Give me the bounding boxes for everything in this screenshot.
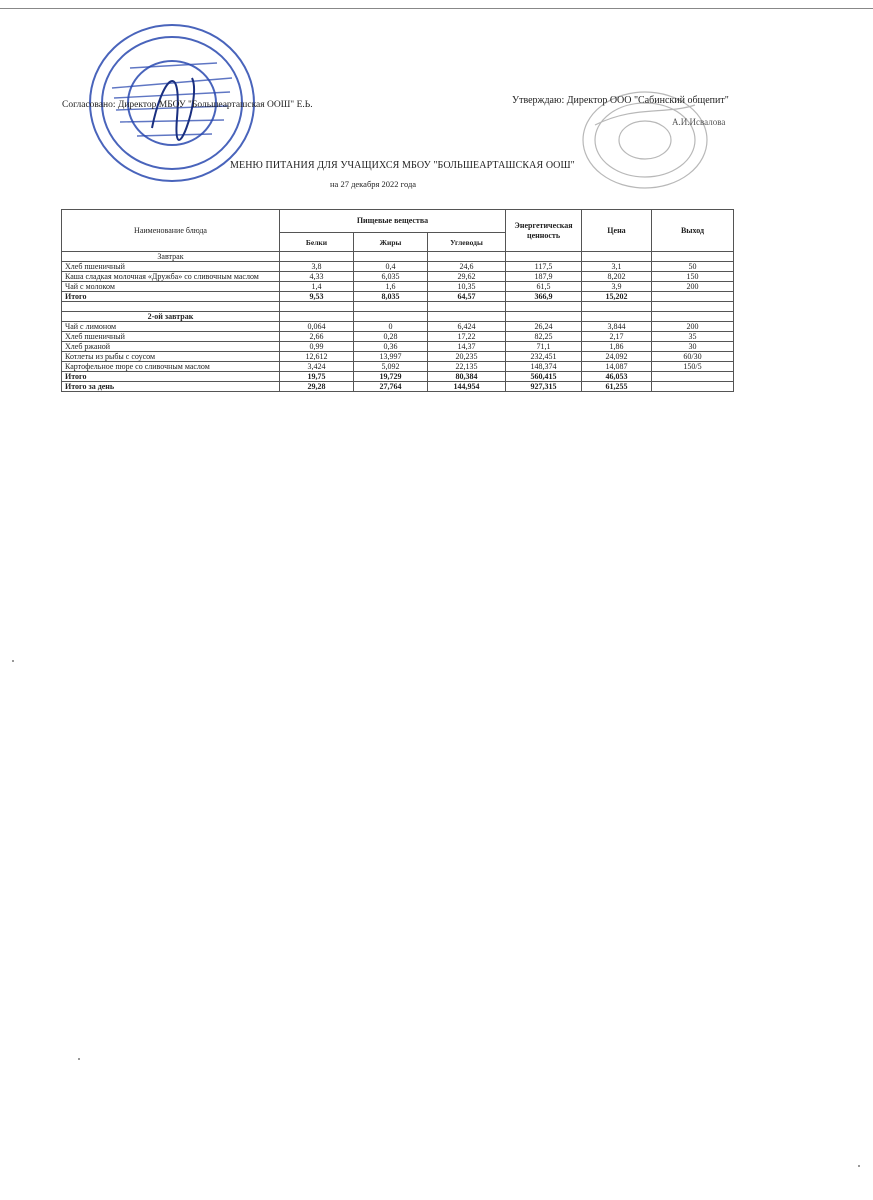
director-name: А.И.Исвалова: [672, 117, 726, 127]
energy-total: 366,9: [506, 292, 582, 302]
col-price-header: Цена: [582, 210, 652, 252]
agreed-by-line: Согласовано: Директор МБОУ "Большеарташская ООШ" Е.Ь.: [62, 100, 313, 110]
col-protein-header: Белки: [280, 233, 354, 252]
total-row-breakfast: [62, 292, 734, 302]
dish-name: Чай с лимоном: [62, 322, 280, 332]
dish-name: Хлеб пшеничный: [62, 262, 280, 272]
section-label: Завтрак: [62, 252, 280, 262]
energy-value: 26,24: [506, 322, 582, 332]
protein-value: 0,064: [280, 322, 354, 332]
yield-value: 150: [652, 272, 734, 282]
total-row-second-breakfast: [62, 372, 734, 382]
energy-value: 187,9: [506, 272, 582, 282]
scan-speck: [858, 1165, 860, 1167]
energy-total: 560,415: [506, 372, 582, 382]
day-total-label: Итого за день: [62, 382, 280, 392]
yield-value: 150/5: [652, 362, 734, 372]
energy-value: 148,374: [506, 362, 582, 372]
scan-speck: [12, 660, 14, 662]
dish-name: Котлеты из рыбы с соусом: [62, 352, 280, 362]
price-value: 1,86: [582, 342, 652, 352]
carbs-value: 10,35: [428, 282, 506, 292]
section-label: 2-ой завтрак: [62, 312, 280, 322]
protein-value: 4,33: [280, 272, 354, 282]
energy-value: 117,5: [506, 262, 582, 272]
protein-day-total: 29,28: [280, 382, 354, 392]
dish-name: Каша сладкая молочная «Дружба» со сливочным маслом: [62, 272, 280, 282]
fat-day-total: 27,764: [354, 382, 428, 392]
energy-value: 232,451: [506, 352, 582, 362]
fat-value: 1,6: [354, 282, 428, 292]
col-energy-header: Энергетическая ценность: [506, 210, 582, 252]
fat-value: 0,28: [354, 332, 428, 342]
price-value: 24,092: [582, 352, 652, 362]
price-total: 46,053: [582, 372, 652, 382]
yield-value: 30: [652, 342, 734, 352]
section-row-second-breakfast: [62, 312, 734, 322]
table-header-row: [62, 210, 734, 233]
carbs-value: 14,37: [428, 342, 506, 352]
carbs-day-total: 144,954: [428, 382, 506, 392]
table-row: [62, 362, 734, 372]
fat-value: 0,36: [354, 342, 428, 352]
col-nutrients-header: Пищевые вещества: [280, 210, 506, 233]
page-title: МЕНЮ ПИТАНИЯ ДЛЯ УЧАЩИХСЯ МБОУ "БОЛЬШЕАРТАШСКАЯ ООШ": [230, 160, 575, 171]
price-total: 15,202: [582, 292, 652, 302]
col-carbs-header: Углеводы: [428, 233, 506, 252]
table-row: [62, 332, 734, 342]
table-row: [62, 342, 734, 352]
col-fat-header: Жиры: [354, 233, 428, 252]
scan-speck: [78, 1058, 80, 1060]
table-row: [62, 262, 734, 272]
carbs-value: 29,62: [428, 272, 506, 282]
table-row: [62, 282, 734, 292]
protein-value: 3,8: [280, 262, 354, 272]
approved-by-line: Утверждаю: Директор ООО "Сабинский общепит": [512, 95, 729, 106]
energy-value: 82,25: [506, 332, 582, 342]
dish-name: Хлеб ржаной: [62, 342, 280, 352]
carbs-total: 80,384: [428, 372, 506, 382]
fat-value: 5,092: [354, 362, 428, 372]
carbs-value: 22,135: [428, 362, 506, 372]
spacer-row: [62, 302, 734, 312]
table-row: [62, 322, 734, 332]
carbs-value: 20,235: [428, 352, 506, 362]
carbs-value: 24,6: [428, 262, 506, 272]
total-label: Итого: [62, 292, 280, 302]
menu-date: на 27 декабря 2022 года: [330, 179, 417, 189]
table-row: [62, 272, 734, 282]
dish-name: Чай с молоком: [62, 282, 280, 292]
price-value: 3,1: [582, 262, 652, 272]
menu-table: [61, 209, 734, 392]
protein-value: 1,4: [280, 282, 354, 292]
col-name-header: Наименование блюда: [62, 210, 280, 252]
energy-day-total: 927,315: [506, 382, 582, 392]
fat-value: 0: [354, 322, 428, 332]
table-row: [62, 352, 734, 362]
fat-value: 6,035: [354, 272, 428, 282]
dish-name: Хлеб пшеничный: [62, 332, 280, 342]
total-label: Итого: [62, 372, 280, 382]
carbs-value: 6,424: [428, 322, 506, 332]
price-value: 8,202: [582, 272, 652, 282]
yield-value: 35: [652, 332, 734, 342]
protein-total: 9,53: [280, 292, 354, 302]
yield-value: 200: [652, 322, 734, 332]
protein-total: 19,75: [280, 372, 354, 382]
fat-total: 8,035: [354, 292, 428, 302]
fat-total: 19,729: [354, 372, 428, 382]
col-yield-header: Выход: [652, 210, 734, 252]
protein-value: 2,66: [280, 332, 354, 342]
top-border-line: [0, 8, 873, 9]
yield-value: 200: [652, 282, 734, 292]
price-value: 2,17: [582, 332, 652, 342]
carbs-total: 64,57: [428, 292, 506, 302]
protein-value: 12,612: [280, 352, 354, 362]
price-day-total: 61,255: [582, 382, 652, 392]
price-value: 3,844: [582, 322, 652, 332]
protein-value: 0,99: [280, 342, 354, 352]
protein-value: 3,424: [280, 362, 354, 372]
energy-value: 61,5: [506, 282, 582, 292]
carbs-value: 17,22: [428, 332, 506, 342]
price-value: 14,087: [582, 362, 652, 372]
price-value: 3,9: [582, 282, 652, 292]
yield-value: 50: [652, 262, 734, 272]
fat-value: 0,4: [354, 262, 428, 272]
fat-value: 13,997: [354, 352, 428, 362]
dish-name: Картофельное пюре со сливочным маслом: [62, 362, 280, 372]
section-row-breakfast: [62, 252, 734, 262]
total-row-day: [62, 382, 734, 392]
yield-value: 60/30: [652, 352, 734, 362]
energy-value: 71,1: [506, 342, 582, 352]
